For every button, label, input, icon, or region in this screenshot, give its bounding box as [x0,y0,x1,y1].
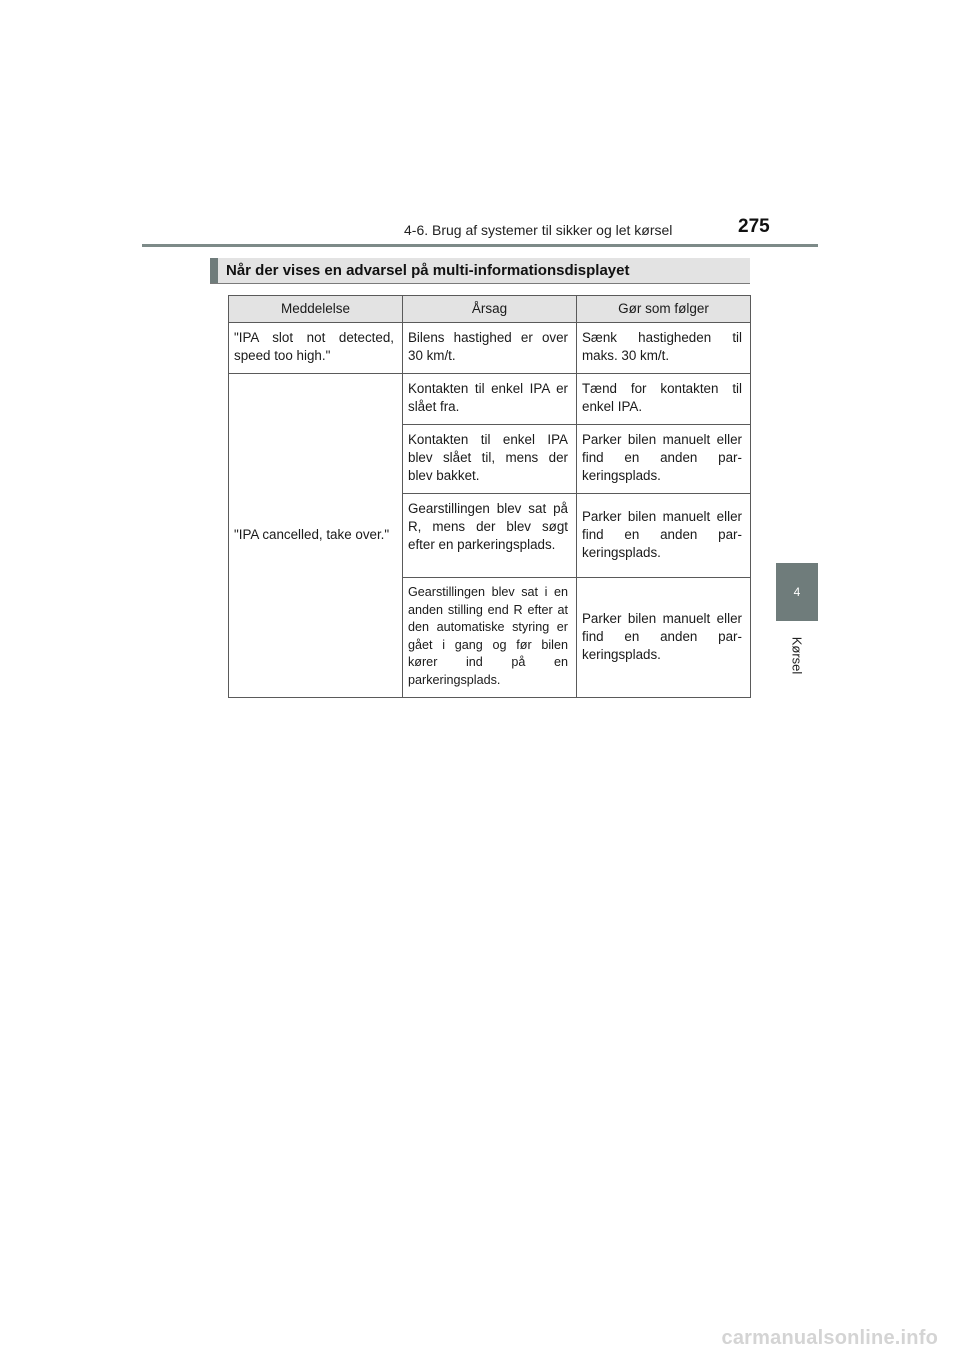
warning-table [228,295,751,698]
section-accent [210,258,218,283]
action-cell: Tænd for kontakten til enkel IPA. [577,374,751,425]
action-cell: Parker bilen manuelt eller find en anden parkeringsplads. [577,578,751,698]
column-header-action: Gør som følger [577,296,751,323]
cause-cell: Kontakten til enkel IPA blev slået til, mens der blev bakket. [403,425,577,494]
chapter-title: 4-6. Brug af systemer til sikker og let kørsel [404,222,673,238]
column-header-cause: Årsag [403,296,577,323]
cause-cell: Gearstillingen blev sat på R, mens der blev søgt efter en parkeringsplads. [403,494,577,578]
column-header-message: Meddelelse [229,296,403,323]
cause-cell: Gearstillingen blev sat i en anden stilling end R efter at den automatiske styring er gået i gang og før bilen kører ind på en parkeringsplads. [403,578,577,698]
table-row [229,323,751,374]
header-divider [142,244,818,247]
action-cell: Parker bilen manuelt eller find en anden parkeringsplads. [577,494,751,578]
chapter-tab-label: Kørsel [789,636,805,675]
cause-cell: Bilens hastighed er over 30 km/t. [403,323,577,374]
cause-cell: Kontakten til enkel IPA er slået fra. [403,374,577,425]
page-number: 275 [738,216,770,237]
section-heading-bar [210,258,750,284]
watermark: carmanualsonline.info [721,1327,938,1349]
action-cell: Sænk hastigheden til maks. 30 km/t. [577,323,751,374]
table-row [229,374,751,425]
message-cell: "IPA cancelled, take over." [229,374,403,698]
section-title: Når der vises en advarsel på multi-informationsdisplayet [226,262,630,279]
chapter-tab [776,563,818,621]
action-cell: Parker bilen manuelt eller find en anden parkeringsplads. [577,425,751,494]
chapter-tab-number: 4 [793,585,801,599]
table-header-row [229,296,751,323]
message-cell: "IPA slot not detected, speed too high." [229,323,403,374]
